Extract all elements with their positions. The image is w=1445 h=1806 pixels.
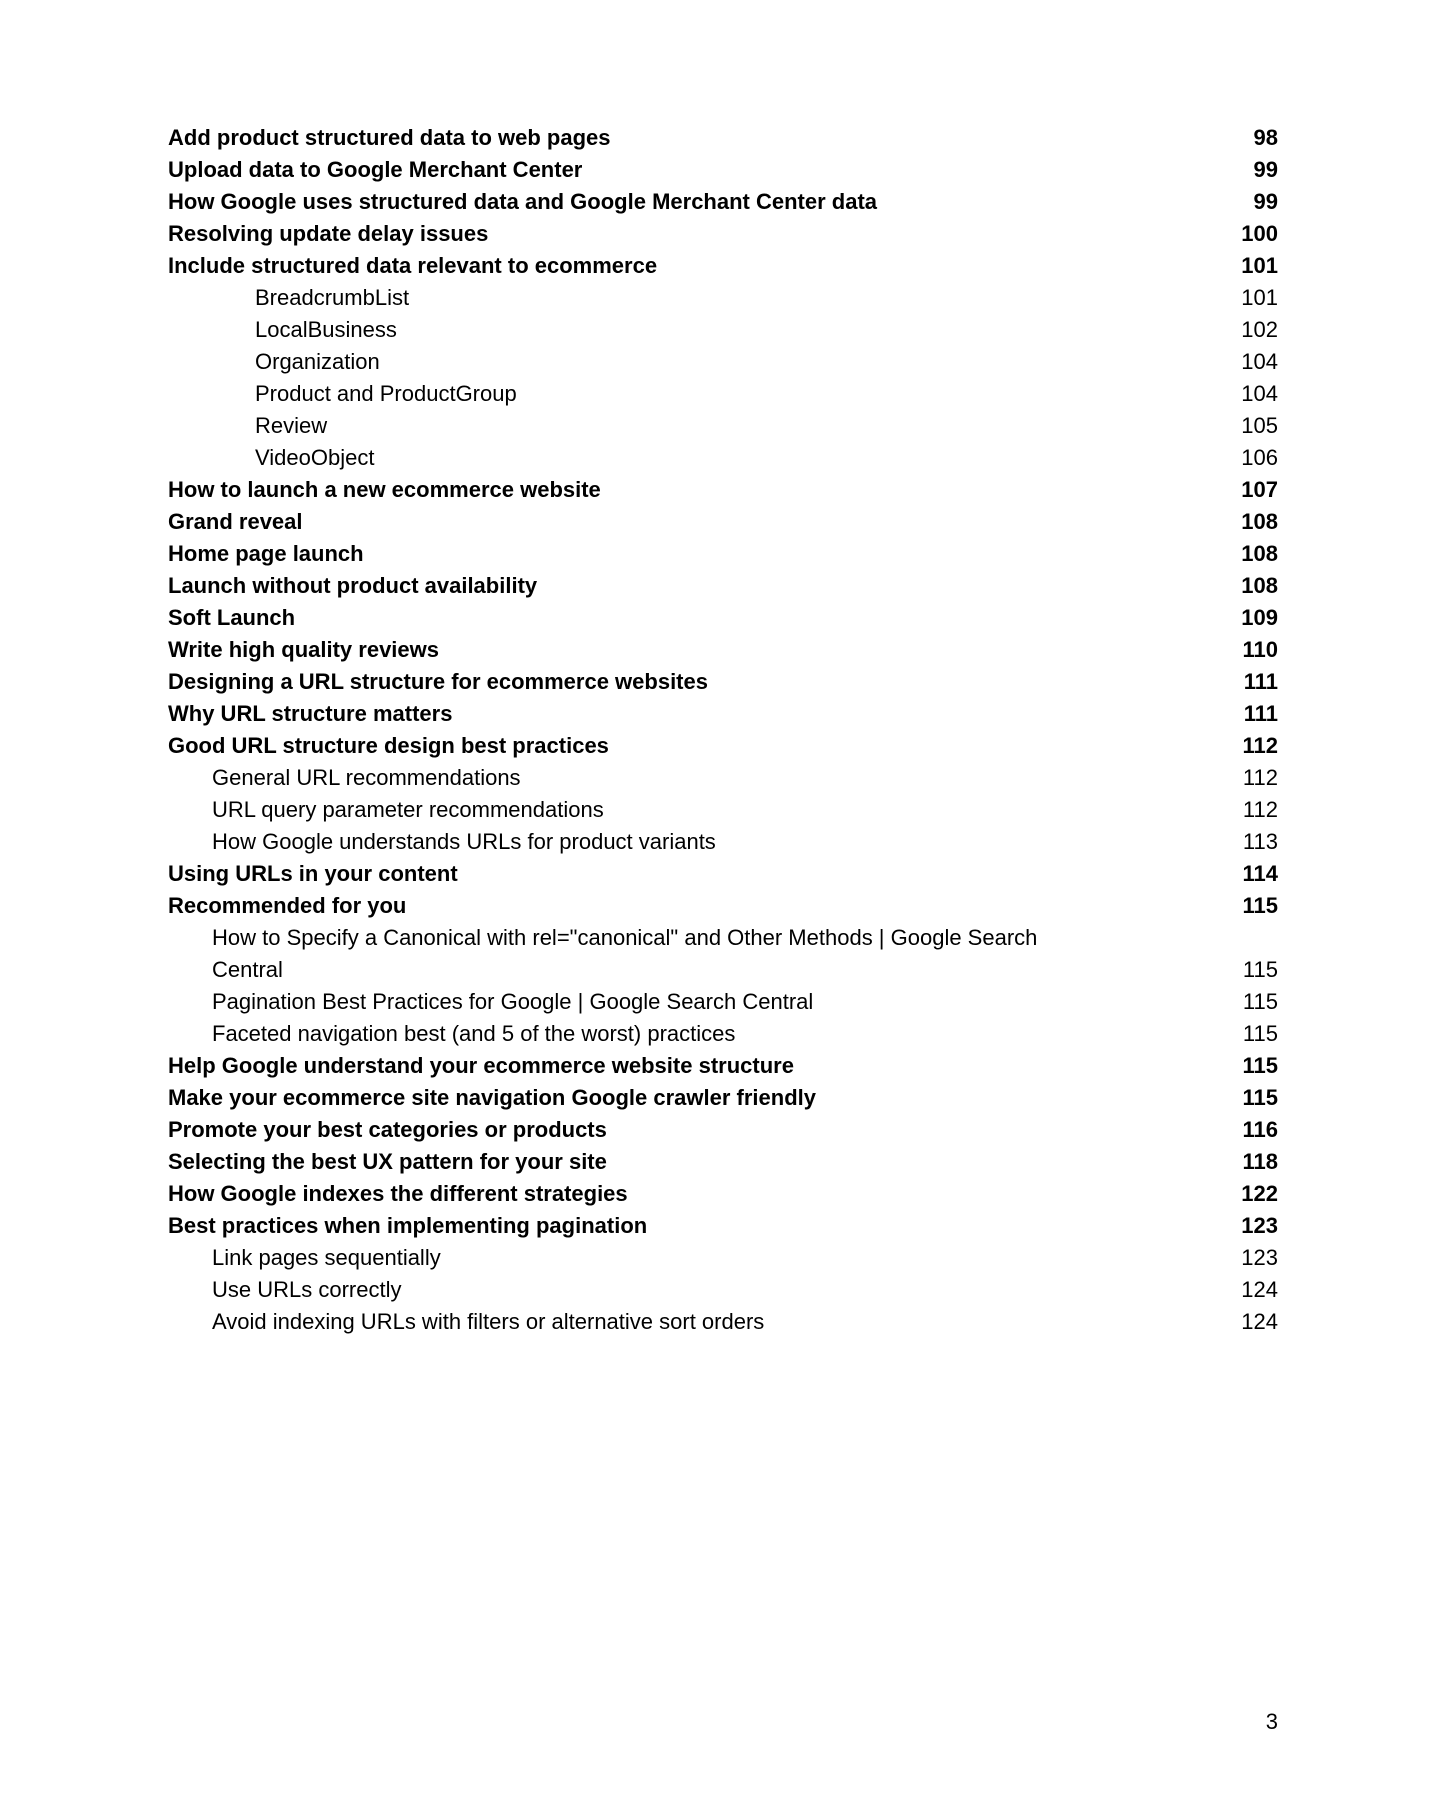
toc-entry [168,1242,1278,1274]
toc-entry-page-number: 101 [1241,285,1278,310]
toc-entry [168,922,1278,986]
toc-entry-title: BreadcrumbList [255,285,410,310]
toc-entry-page-number: 112 [1242,733,1278,758]
toc-entry-page-number: 99 [1253,157,1278,182]
toc-entry [168,698,1278,730]
toc-entry-page-number: 116 [1242,1117,1278,1142]
toc-entry-title: How Google understands URLs for product variants [212,829,716,854]
toc-entry [168,634,1278,666]
toc-entry-title: Organization [255,349,380,374]
toc-entry [168,1178,1278,1210]
toc-entry [168,122,1278,154]
toc-entry [168,314,1278,346]
toc-entry [168,282,1278,314]
toc-entry [168,1050,1278,1082]
toc-entry [168,762,1278,794]
toc-entry-title: Make your ecommerce site navigation Google crawler friendly [168,1085,817,1110]
toc-entry [168,410,1278,442]
toc-entry-page-number: 105 [1241,413,1278,438]
toc-entry-page-number: 111 [1243,669,1278,694]
toc-entry [168,1146,1278,1178]
toc-entry-page-number: 101 [1241,253,1278,278]
toc-entry-title: How Google uses structured data and Google Merchant Center data [168,189,878,214]
toc-entry [168,186,1278,218]
toc-entry [168,858,1278,890]
toc-entry [168,442,1278,474]
toc-entry-title: Include structured data relevant to ecommerce [168,253,658,278]
toc-entry-page-number: 107 [1241,477,1278,502]
toc-entry [168,1114,1278,1146]
toc-entry [168,1274,1278,1306]
toc-entry [168,378,1278,410]
toc-entry [168,250,1278,282]
toc-entry-page-number: 115 [1242,1085,1278,1110]
toc-entry-page-number: 115 [1242,893,1278,918]
toc-entry-page-number: 115 [1242,989,1278,1014]
toc-entry-title: VideoObject [255,445,375,470]
toc-entry-page-number: 112 [1242,765,1278,790]
toc-entry-title: Soft Launch [168,605,296,630]
toc-entry-page-number: 108 [1241,509,1278,534]
toc-entry-title: Faceted navigation best (and 5 of the worst) practices [212,1021,736,1046]
toc-entry-page-number: 100 [1241,221,1278,246]
toc-entry-page-number: 114 [1242,861,1278,886]
toc-entry-title: Avoid indexing URLs with filters or alternative sort orders [212,1309,765,1334]
toc-entry-page-number: 108 [1241,573,1278,598]
toc-entry-title: Link pages sequentially [212,1245,441,1270]
toc-entry [168,506,1278,538]
toc-entry-title: Launch without product availability [168,573,538,598]
toc-entry-title: Help Google understand your ecommerce website structure [168,1053,794,1078]
toc-entry-page-number: 123 [1241,1213,1278,1238]
toc-entry-title: How to Specify a Canonical with rel="canonical" and Other Methods | Google Search Central [212,925,1038,982]
toc-entry-page-number: 111 [1243,701,1278,726]
toc-entry [168,218,1278,250]
toc-entry-title: Using URLs in your content [168,861,458,886]
toc-entry [168,826,1278,858]
toc-entry-page-number: 115 [1242,1053,1278,1078]
toc-entry-title: Review [255,413,328,438]
toc-entry-page-number: 108 [1241,541,1278,566]
toc-entry-title: Recommended for you [168,893,407,918]
toc-entry [168,1018,1278,1050]
toc-entry-page-number: 124 [1241,1277,1278,1302]
toc-entry [168,730,1278,762]
table-of-contents [168,122,1278,1338]
toc-entry-page-number: 115 [1242,1021,1278,1046]
toc-entry-page-number: 98 [1253,125,1278,150]
toc-entry-title: How Google indexes the different strategies [168,1181,628,1206]
toc-entry [168,346,1278,378]
toc-entry-title: Product and ProductGroup [255,381,517,406]
toc-entry [168,794,1278,826]
toc-entry-page-number: 102 [1241,317,1278,342]
toc-entry [168,1306,1278,1338]
toc-entry [168,1210,1278,1242]
page-number: 3 [1265,1709,1278,1734]
toc-entry-title: Promote your best categories or products [168,1117,607,1142]
toc-entry-page-number: 122 [1241,1181,1278,1206]
toc-entry-page-number: 99 [1253,189,1278,214]
toc-entry [168,538,1278,570]
toc-entry-page-number: 123 [1241,1245,1278,1270]
toc-entry [168,570,1278,602]
toc-entry-title: Selecting the best UX pattern for your site [168,1149,607,1174]
toc-entry-title: LocalBusiness [255,317,397,342]
toc-entry [168,154,1278,186]
toc-entry-title: Add product structured data to web pages [168,125,611,150]
toc-entry [168,602,1278,634]
toc-entry-page-number: 124 [1241,1309,1278,1334]
toc-entry-page-number: 109 [1241,605,1278,630]
toc-entry-title: Upload data to Google Merchant Center [168,157,583,182]
toc-entry-title: How to launch a new ecommerce website [168,477,601,502]
toc-entry-page-number: 115 [1242,957,1278,982]
toc-entry-title: Designing a URL structure for ecommerce websites [168,669,708,694]
toc-entry-title: Best practices when implementing pagination [168,1213,648,1238]
toc-entry-page-number: 104 [1241,381,1278,406]
toc-entry-title: Good URL structure design best practices [168,733,609,758]
toc-entry-page-number: 112 [1242,797,1278,822]
toc-entry [168,890,1278,922]
toc-entry-title: Why URL structure matters [168,701,453,726]
toc-entry-page-number: 118 [1242,1149,1278,1174]
toc-entry-page-number: 106 [1241,445,1278,470]
toc-entry-title: Home page launch [168,541,364,566]
toc-entry-page-number: 113 [1242,829,1278,854]
toc-entry-page-number: 110 [1242,637,1278,662]
toc-entry-title: Write high quality reviews [168,637,439,662]
toc-entry-title: General URL recommendations [212,765,521,790]
toc-entry [168,666,1278,698]
toc-entry-title: Grand reveal [168,509,303,534]
toc-entry [168,1082,1278,1114]
toc-entry [168,474,1278,506]
toc-entry [168,986,1278,1018]
toc-entry-title: Use URLs correctly [212,1277,402,1302]
toc-entry-title: Resolving update delay issues [168,221,489,246]
toc-entry-title: Pagination Best Practices for Google | Google Search Central [212,989,814,1014]
toc-entry-title: URL query parameter recommendations [212,797,604,822]
toc-entry-page-number: 104 [1241,349,1278,374]
